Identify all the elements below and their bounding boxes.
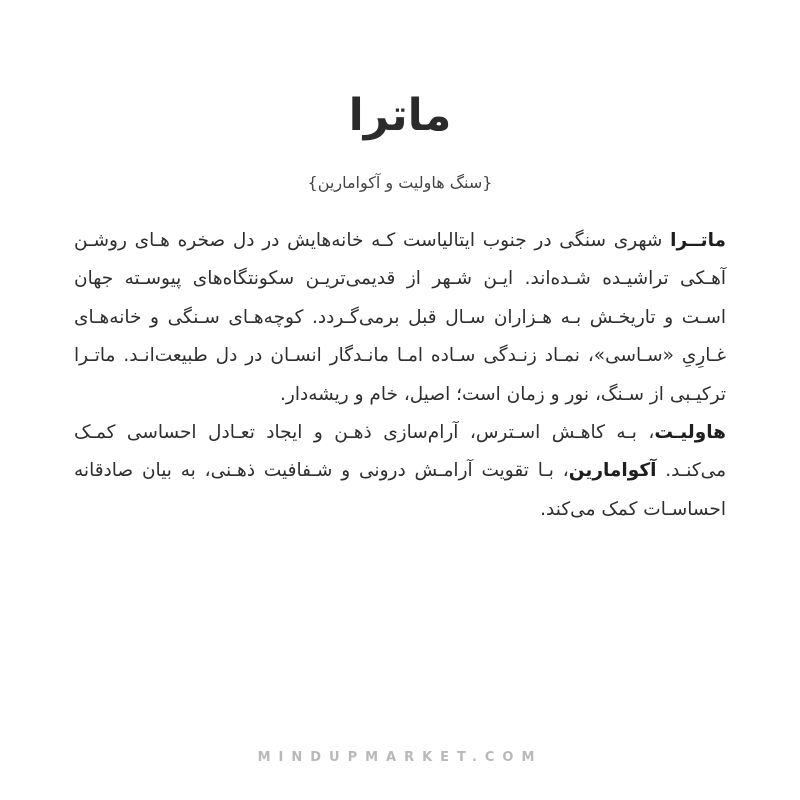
paragraph-matera	[74, 222, 726, 414]
body-text	[74, 222, 726, 529]
paragraph-stones	[74, 414, 726, 529]
paragraph-aquamarine-text: ، بـا تقویت آرامـش درونی و شـفافیت ذهـنی، به بیان صادقانه احساسـات کمک می‌کند.	[74, 460, 726, 520]
page-title: ماترا	[348, 90, 452, 141]
paragraph-howlite-text: ، بـه کاهـش اسـترس، آرام‌سازی ذهـن و ایجاد تعـادل احساسی کمـک می‌کنـد.	[74, 422, 726, 482]
lead-aquamarine: آکوامارین	[568, 460, 657, 482]
lead-matera: ماتــرا	[670, 230, 726, 251]
page-subtitle: {سنگ هاولیت و آکوامارین}	[307, 173, 493, 192]
footer-website: MINDUPMARKET.COM	[257, 750, 543, 765]
lead-howlite: هاولیـت	[654, 422, 726, 444]
paragraph-matera-text: شهری سنگی در جنوب ایتالیاست کـه خانه‌هایش در دل صخره هـای روشـن آهـکی تراشیـده شـده‌اند. ایـن شـهر از قدیمی‌تریـن سکونتگاه‌های پیوسـته جهان اسـت و تاریخـش بـه هـزاران سـال قبل برمی‌گـردد. کوچه‌هـای سـنگی و خانه‌هـای غـارِیِ «سـاسی»، نمـاد زنـدگی سـاده امـا مانـدگار انسـان در دل طبیعت‌انـد. ماتـرا ترکیـبی از سـنگ، نور و زمان است؛ اصیل، خام و ریشه‌دار.	[74, 230, 726, 405]
